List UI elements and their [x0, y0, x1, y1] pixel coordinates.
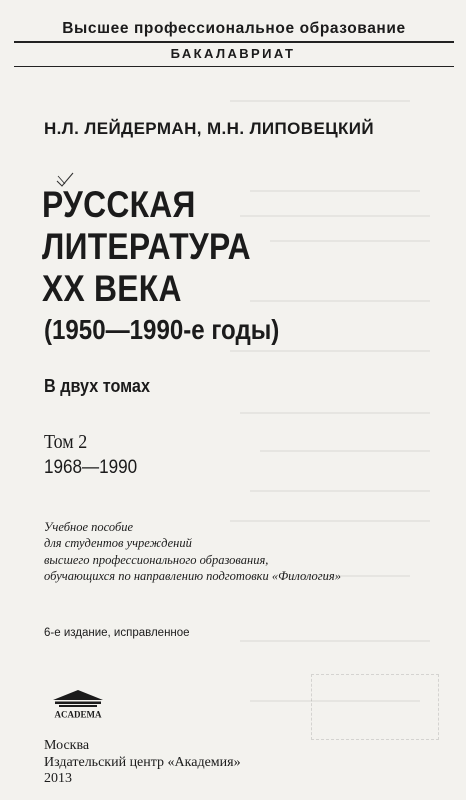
book-title: [42, 184, 251, 310]
series-title: Высшее профессиональное образование: [62, 20, 406, 37]
volumes-note: В двух томах: [44, 376, 150, 396]
imprint-city: Москва: [44, 738, 90, 753]
header-rule-bottom: [14, 66, 454, 67]
faint-stamp: [311, 674, 439, 740]
description-line-3: высшего профессионального образования,: [44, 552, 269, 567]
edition-note: 6-е издание, исправленное: [44, 627, 190, 639]
description-line-4: обучающихся по направлению подготовки «Филология»: [44, 568, 341, 583]
description-line-2: для студентов учреждений: [44, 536, 192, 551]
header-rule-top: [14, 41, 454, 43]
period-subtitle: (1950—1990-е годы): [44, 314, 280, 345]
description-line-1: Учебное пособие: [44, 520, 134, 534]
title-line-2: ЛИТЕРАТУРА: [42, 226, 251, 267]
authors: Н.Л. ЛЕЙДЕРМАН, М.Н. ЛИПОВЕЦКИЙ: [44, 119, 375, 138]
imprint-publisher: Издательский центр «Академия»: [44, 754, 241, 770]
logo-text: ACADEMA: [54, 709, 102, 719]
volume-years: 1968—1990: [44, 457, 138, 478]
title-line-3: XX ВЕКА: [42, 268, 182, 309]
description: [44, 519, 341, 584]
academia-logo-icon: [49, 689, 107, 719]
title-line-1: РУССКАЯ: [42, 184, 196, 225]
imprint-year: 2013: [44, 771, 72, 786]
volume-label: Том 2: [44, 431, 88, 453]
volume-info: [44, 429, 137, 481]
imprint: [44, 738, 241, 788]
degree-level: БАКАЛАВРИАТ: [170, 46, 296, 61]
